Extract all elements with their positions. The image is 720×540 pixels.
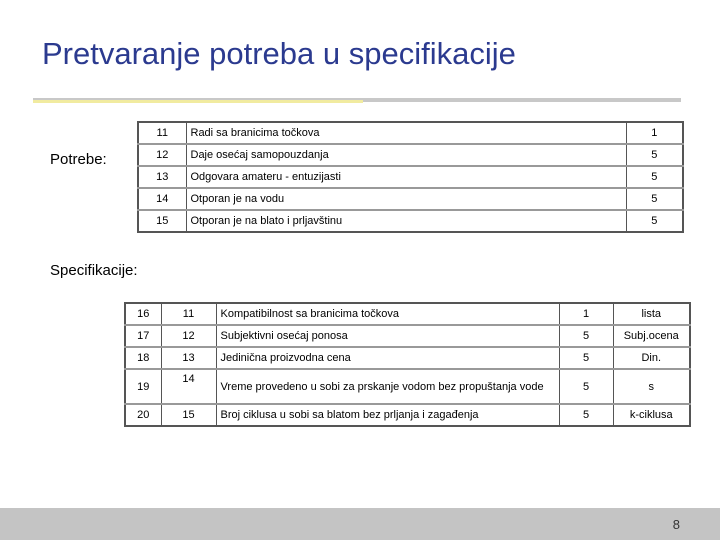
- table-row: [125, 369, 690, 404]
- spec-value: 5: [559, 404, 613, 426]
- spec-unit: s: [613, 369, 690, 404]
- spec-need-ref: 15: [161, 404, 216, 426]
- spec-id: 18: [125, 347, 161, 369]
- spec-need-ref: 13: [161, 347, 216, 369]
- spec-id: 16: [125, 303, 161, 325]
- title-accent-divider: [33, 100, 363, 103]
- needs-label: Potrebe:: [50, 151, 107, 168]
- spec-text: Subjektivni osećaj ponosa: [216, 325, 559, 347]
- table-row: [125, 347, 690, 369]
- need-value: 5: [626, 210, 683, 232]
- need-text: Otporan je na vodu: [186, 188, 626, 210]
- spec-unit: lista: [613, 303, 690, 325]
- spec-need-ref: 14: [161, 369, 216, 404]
- need-text: Radi sa branicima točkova: [186, 122, 626, 144]
- table-row: [125, 325, 690, 347]
- need-id: 11: [138, 122, 186, 144]
- slide-title: Pretvaranje potreba u specifikacije: [42, 36, 516, 71]
- spec-text: Jedinična proizvodna cena: [216, 347, 559, 369]
- specs-label: Specifikacije:: [50, 262, 138, 279]
- table-row: [138, 122, 683, 144]
- table-row: [125, 404, 690, 426]
- table-row: [138, 210, 683, 232]
- spec-id: 19: [125, 369, 161, 404]
- spec-text: Broj ciklusa u sobi sa blatom bez prljanja i zagađenja: [216, 404, 559, 426]
- need-value: 5: [626, 188, 683, 210]
- specs-table: [124, 302, 691, 427]
- table-row: [138, 144, 683, 166]
- spec-unit: Subj.ocena: [613, 325, 690, 347]
- need-id: 12: [138, 144, 186, 166]
- spec-id: 17: [125, 325, 161, 347]
- spec-value: 5: [559, 325, 613, 347]
- table-row: [138, 166, 683, 188]
- spec-need-ref: 11: [161, 303, 216, 325]
- spec-need-ref: 12: [161, 325, 216, 347]
- need-text: Odgovara amateru - entuzijasti: [186, 166, 626, 188]
- need-id: 14: [138, 188, 186, 210]
- need-value: 5: [626, 144, 683, 166]
- needs-table: [137, 121, 684, 233]
- need-text: Otporan je na blato i prljavštinu: [186, 210, 626, 232]
- spec-value: 5: [559, 347, 613, 369]
- need-text: Daje osećaj samopouzdanja: [186, 144, 626, 166]
- spec-id: 20: [125, 404, 161, 426]
- need-id: 15: [138, 210, 186, 232]
- need-id: 13: [138, 166, 186, 188]
- spec-unit: k-ciklusa: [613, 404, 690, 426]
- spec-text: Kompatibilnost sa branicima točkova: [216, 303, 559, 325]
- table-row: [138, 188, 683, 210]
- page-number: 8: [672, 517, 680, 532]
- need-value: 1: [626, 122, 683, 144]
- spec-unit: Din.: [613, 347, 690, 369]
- spec-text: Vreme provedeno u sobi za prskanje vodom bez propuštanja vode: [216, 369, 559, 404]
- footer-bar: [0, 508, 720, 540]
- spec-value: 5: [559, 369, 613, 404]
- table-row: [125, 303, 690, 325]
- spec-value: 1: [559, 303, 613, 325]
- need-value: 5: [626, 166, 683, 188]
